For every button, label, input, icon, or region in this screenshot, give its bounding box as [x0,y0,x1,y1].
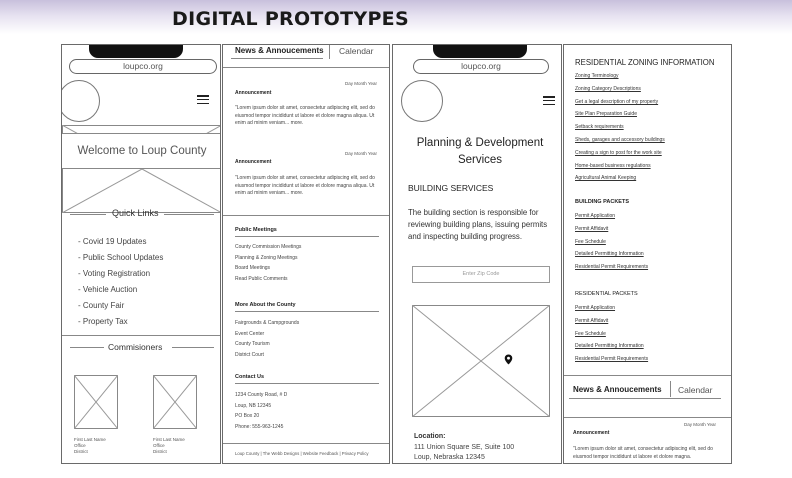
divider [223,67,390,68]
section-heading: BUILDING SERVICES [408,183,494,193]
divider [235,311,379,312]
zoning-link[interactable]: Zoning Category Descriptions [575,85,641,92]
announcement-body[interactable]: "Lorem ipsum dolor sit amet, consectetur adipiscing elit, sed do eiusmod tempor incididunt ut labore et dolore magna aliqua. Ut enim ad minim veniam... more. [235,105,375,126]
residential-packet-links [575,302,648,366]
about-heading: More About the County [235,302,296,308]
address-line: Loup, Nebraska 12345 [414,454,485,461]
url-bar[interactable]: loupco.org [69,59,217,74]
prototype-planning [392,44,562,464]
logo-placeholder [401,80,443,122]
zoning-link[interactable]: Get a legal description of my property [575,98,659,105]
phone-notch [89,45,183,58]
contact-po-box: PO Box 20 [235,413,260,419]
announcement-date: Day Month Year [344,81,377,86]
commissioner-office: Office [74,443,86,448]
commissioner-photo-placeholder [74,375,118,429]
quick-links-list [78,234,163,330]
phone-notch [433,45,527,58]
quick-link-item[interactable]: - Covid 19 Updates [78,237,147,246]
contact-address: 1234 County Road, # D [235,392,288,398]
about-link[interactable]: Fairgrounds & Campgrounds [235,320,300,326]
divider [62,335,221,336]
divider [235,236,379,237]
building-packets-heading: BUILDING PACKETS [575,199,629,205]
welcome-banner [62,133,221,169]
zip-code-input[interactable]: Enter Zip Code [412,266,550,283]
site-footer[interactable]: Loup County | The Webb Designs | Website Feedback | Privacy Policy [235,451,369,456]
meeting-link[interactable]: Planning & Zoning Meetings [235,254,298,261]
commissioners-heading: Commisioners [108,342,163,352]
contact-list [235,390,287,432]
commissioner-name: First Last Name [153,437,185,442]
about-link[interactable]: Event Center [235,330,265,337]
divider [235,383,379,384]
meeting-link[interactable]: Read Public Comments [235,275,288,282]
commissioner-name: First Last Name [74,437,106,442]
commissioner-office: Office [153,443,165,448]
divider [329,45,330,59]
divider [223,215,390,216]
public-meetings-list [235,242,301,284]
quick-links-heading: Quick Links [112,208,159,218]
commissioner-district: District [153,449,167,454]
quick-link-item[interactable]: - Voting Registration [78,269,151,278]
tab-news[interactable]: News & Annoucements [573,385,662,394]
about-link[interactable]: District Court [235,351,264,358]
divider [70,347,104,348]
announcement-date: Day Month Year [344,151,377,156]
commissioner-card [153,437,185,455]
location-label: Location: [414,433,446,440]
quick-link-item[interactable]: - Property Tax [78,317,128,326]
residential-packet-link[interactable]: Permit Affidavit [575,317,609,324]
building-packet-links [575,210,648,274]
footer-divider [223,443,390,444]
tab-calendar[interactable]: Calendar [339,46,374,56]
tab-underline [231,58,323,59]
zoning-link[interactable]: Sheds, garages and accessory buildings [575,136,665,143]
address-line: 111 Union Square SE, Suite 100 [414,444,515,451]
about-list [235,318,299,360]
building-packet-link[interactable]: Permit Application [575,213,616,219]
announcement-title: Announcement [235,90,272,96]
menu-icon[interactable] [543,96,555,105]
announcement-body[interactable]: "Lorem ipsum dolor sit amet, consectetur adipiscing elit, sed do eiusmod tempor incididunt ut labore et dolore magna aliqua. Ut enim ad minim veniam... more. [235,175,375,196]
page-title: DIGITAL PROTOTYPES [172,8,409,30]
divider [172,347,214,348]
divider [564,417,732,418]
announcement-title: Announcement [235,159,272,165]
tab-calendar[interactable]: Calendar [678,385,713,395]
building-packet-link[interactable]: Detailed Permitting Information [575,251,644,258]
zoning-link[interactable]: Creating a sign to post for the work site [575,149,662,156]
residential-packet-link[interactable]: Fee Schedule [575,330,606,337]
building-packet-link[interactable]: Permit Affidavit [575,225,609,232]
zoning-heading: RESIDENTIAL ZONING INFORMATION [575,58,715,67]
divider [70,214,106,215]
prototype-news [222,44,390,464]
zoning-link[interactable]: Agricultural Animal Keeping [575,175,637,182]
section-description: The building section is responsible for reviewing building plans, issuing permits and inspecting building progress. [408,208,548,241]
announcement-body[interactable]: "Lorem ipsum dolor sit amet, consectetur adipiscing elit, sed do eiusmod tempor incididunt ut labore et dolore magna. [573,446,713,460]
public-meetings-heading: Public Meetings [235,227,277,233]
commissioner-district: District [74,449,88,454]
commissioner-photo-placeholder [153,375,197,429]
meeting-link[interactable]: Board Meetings [235,265,271,271]
contact-city: Loup, NB 12345 [235,402,272,409]
tab-underline [569,398,721,399]
quick-link-item[interactable]: - Public School Updates [78,253,164,262]
zoning-link[interactable]: Zoning Terminology [575,73,619,79]
contact-heading: Contact Us [235,374,265,380]
residential-packet-link[interactable]: Residential Permit Requirements [575,356,649,363]
residential-packet-link[interactable]: Permit Application [575,305,616,311]
building-packet-link[interactable]: Residential Permit Requirements [575,264,649,271]
url-bar[interactable]: loupco.org [413,59,549,74]
meeting-link[interactable]: County Commission Meetings [235,244,302,250]
contact-phone: Phone: 555-963-1245 [235,423,284,430]
announcement-date: Day Month Year [683,422,716,427]
building-packet-link[interactable]: Fee Schedule [575,238,606,245]
tab-news[interactable]: News & Annoucements [235,46,324,55]
quick-link-item[interactable]: - Vehicle Auction [78,285,138,294]
welcome-text: Welcome to Loup County [77,145,207,157]
menu-icon[interactable] [197,95,209,104]
divider [564,375,732,376]
commissioner-card [74,437,106,455]
map-placeholder[interactable] [412,305,550,417]
residential-packets-heading: RESIDENTIAL PACKETS [575,291,638,297]
zoning-links [575,70,665,185]
about-link[interactable]: County Tourism [235,341,270,347]
location-address [414,443,514,463]
divider [670,381,671,397]
prototype-zoning [563,44,732,464]
logo-placeholder [61,80,100,122]
map-pin-icon[interactable] [504,352,513,363]
page-heading: Planning & Development Services [416,137,544,166]
divider [164,214,214,215]
quick-link-item[interactable]: - County Fair [78,301,125,310]
zoning-link[interactable]: Site Plan Preparation Guide [575,111,637,118]
announcement-title: Announcement [573,430,610,436]
zoning-link[interactable]: Home-based business regulations [575,162,651,169]
zoning-link[interactable]: Setback requirements [575,124,624,131]
residential-packet-link[interactable]: Detailed Permitting Information [575,343,644,350]
prototype-home [61,44,221,464]
